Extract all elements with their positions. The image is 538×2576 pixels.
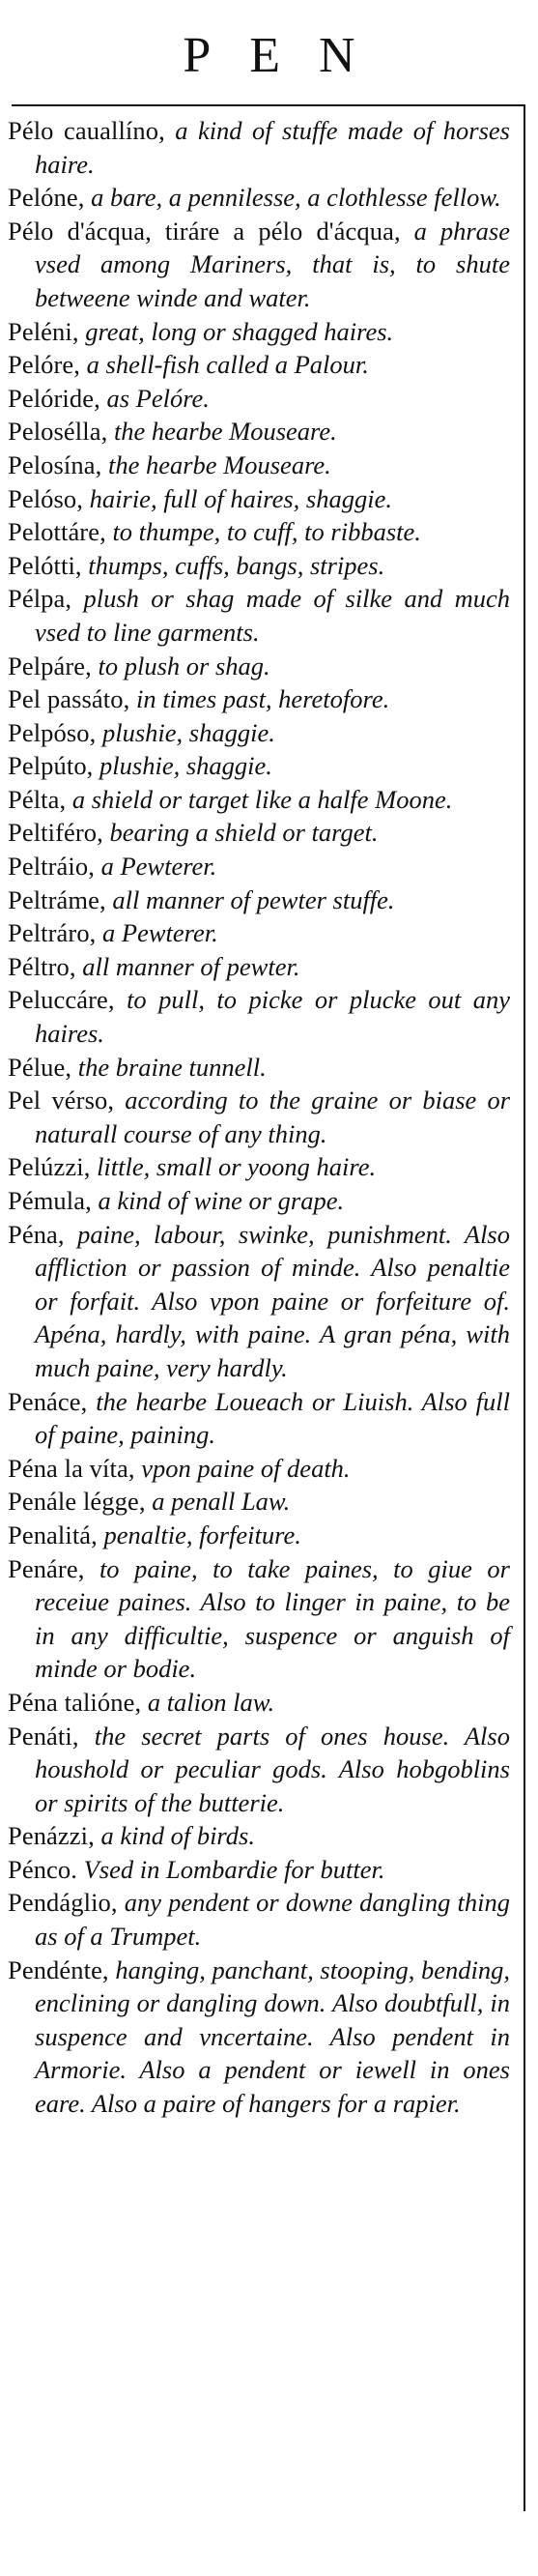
dictionary-entry [8, 1686, 510, 1720]
entry-headword: Penalitá, [8, 1520, 98, 1549]
header-rule [12, 104, 524, 106]
entry-definition: thumps, cuffs, bangs, stripes. [81, 550, 385, 580]
entry-definition: Vsed in Lombardie for butter. [77, 1854, 385, 1884]
entry-headword: Pelóne, [8, 183, 85, 213]
page-header [0, 0, 538, 101]
entry-definition: all manner of pewter stuffe. [105, 884, 395, 914]
entry-headword: Peltráro, [8, 918, 97, 948]
entry-definition: the secret parts of ones house. Also houshold or peculiar gods. Also hobgoblins or spirits of the butterie. [35, 1721, 510, 1817]
entry-headword: Pelóre, [8, 350, 81, 380]
entry-headword: Pélo d'ácqua, tiráre a pélo d'ácqua, [8, 216, 401, 246]
dictionary-entry [8, 1819, 510, 1853]
column-rule [524, 104, 525, 2511]
entry-headword: Pelóride, [8, 383, 100, 413]
dictionary-entry [8, 682, 510, 716]
entry-headword: Penáti, [8, 1721, 79, 1751]
dictionary-entry [8, 181, 510, 215]
entry-headword: Peltiféro, [8, 818, 103, 848]
entry-definition: as Pelóre. [99, 383, 210, 413]
entry-headword: Peltráio, [8, 852, 95, 882]
entry-definition: a shell-fish called a Palour. [80, 350, 369, 380]
dictionary-entry [8, 1218, 510, 1385]
entry-definition: plushie, shaggie. [93, 751, 272, 781]
entry-headword: Péltro, [8, 951, 76, 981]
dictionary-entry [8, 382, 510, 416]
dictionary-entry [8, 1886, 510, 1953]
dictionary-entry [8, 783, 510, 817]
entry-headword: Pelpóso, [8, 717, 97, 747]
entry-definition: the hearbe Mouseare. [101, 449, 331, 479]
dictionary-entry [8, 1385, 510, 1452]
dictionary-entry [8, 850, 510, 883]
entry-headword: Pelottáre, [8, 517, 106, 547]
entry-definition: paine, labour, swinke, punishment. Also affliction or passion of minde. Also penaltie or forfait. Also vpon paine or forfeiture of. Apéna, hardly, with paine. A gran péna, with much paine, very hardly. [35, 1219, 510, 1382]
dictionary-entry [8, 1853, 510, 1887]
dictionary-entry [8, 716, 510, 750]
entry-definition: a kind of stuffe made of horses haire. [35, 116, 510, 179]
entry-headword: Pémula, [8, 1186, 92, 1215]
entry-definition: penaltie, forfeiture. [97, 1520, 301, 1549]
entry-definition: a Pewterer. [94, 852, 217, 882]
entry-headword: Pélo cauallíno, [8, 116, 165, 145]
entry-definition: bearing a shield or target. [102, 818, 379, 848]
entry-headword: Pelpáre, [8, 651, 92, 680]
entry-definition: a phrase vsed among Mariners, that is, to shute betweene winde and water. [35, 216, 510, 312]
dictionary-entry [8, 449, 510, 482]
entry-headword: Péna, [8, 1219, 65, 1249]
dictionary-entry [8, 1184, 510, 1218]
entry-headword: Pelosélla, [8, 417, 108, 447]
entry-definition: the braine tunnell. [71, 1052, 267, 1082]
dictionary-entry [8, 582, 510, 649]
entry-definition: great, long or shagged haires. [78, 316, 394, 346]
entry-definition: to paine, to take paines, to giue or receiue paines. Also to linger in paine, to be in any difficultie, suspence or anguish of minde or bodie. [35, 1553, 510, 1684]
dictionary-entry [8, 983, 510, 1050]
entry-definition: little, small or yoong haire. [90, 1152, 377, 1182]
entry-headword: Pélue, [8, 1052, 72, 1082]
entry-headword: Pélpa, [8, 584, 72, 614]
entry-headword: Pénco. [8, 1854, 77, 1884]
dictionary-entry [8, 1552, 510, 1686]
dictionary-entry [8, 482, 510, 516]
dictionary-entry [8, 816, 510, 850]
dictionary-entry [8, 749, 510, 783]
entry-headword: Pel passáto, [8, 684, 130, 714]
dictionary-entry [8, 215, 510, 315]
entry-definition: vpon paine of death. [134, 1453, 351, 1483]
entry-definition: any pendent or downe dangling thing as of a Trumpet. [35, 1888, 510, 1952]
entry-headword: Pelótti, [8, 550, 82, 580]
entry-definition: according to the graine or biase or naturall course of any thing. [35, 1085, 511, 1148]
entry-headword: Penále légge, [8, 1487, 146, 1517]
dictionary-entry [8, 1485, 510, 1519]
dictionary-entry [8, 916, 510, 950]
dictionary-entry [8, 1519, 510, 1552]
entry-definition: hairie, full of haires, shaggie. [83, 483, 392, 513]
entry-headword: Penáce, [8, 1386, 88, 1416]
entry-definition: in times past, heretofore. [129, 684, 390, 714]
entry-definition: a bare, a pennilesse, a clothlesse fellow. [84, 183, 501, 213]
dictionary-entry [8, 348, 510, 382]
entry-definition: a talion law. [141, 1687, 275, 1717]
dictionary-entry [8, 315, 510, 349]
dictionary-entry [8, 1150, 510, 1184]
entry-definition: the hearbe Loueach or Liuish. Also full of paine, paining. [35, 1386, 510, 1450]
dictionary-entry [8, 415, 510, 449]
entry-definition: a shield or target like a halfe Moone. [66, 784, 453, 814]
dictionary-entry [8, 114, 510, 181]
entry-headword: Peléni, [8, 316, 79, 346]
entry-headword: Pelosína, [8, 449, 102, 479]
entry-headword: Pendáglio, [8, 1888, 118, 1918]
entry-definition: hanging, panchant, stooping, bending, enclining or dangling down. Also doubtfull, in suspence and vncertaine. Also pendent in Armorie. Also a pendent or iewell in ones eare. Also a paire of hangers for a rapier. [35, 1954, 510, 2119]
dictionary-entry [8, 1051, 510, 1085]
dictionary-entry [8, 515, 510, 549]
entry-headword: Péna talióne, [8, 1687, 142, 1717]
entry-definition: to plush or shag. [91, 651, 270, 680]
dictionary-entry [8, 1954, 510, 2121]
entry-headword: Pel vérso, [8, 1085, 115, 1115]
dictionary-entry [8, 1084, 510, 1150]
dictionary-entry [8, 650, 510, 683]
entry-definition: the hearbe Mouseare. [107, 417, 337, 447]
entry-definition: a penall Law. [145, 1487, 291, 1517]
entry-definition: a kind of birds. [94, 1821, 255, 1851]
entry-headword: Pélta, [8, 784, 67, 814]
dictionary-column [8, 114, 510, 2121]
dictionary-entry [8, 883, 510, 917]
running-head: PEN [183, 28, 394, 83]
entry-definition: to pull, to picke or plucke out any haires. [35, 985, 510, 1049]
entry-definition: all manner of pewter. [75, 951, 300, 981]
entry-headword: Péna la víta, [8, 1453, 135, 1483]
entry-headword: Pelpúto, [8, 751, 94, 781]
dictionary-entry [8, 549, 510, 583]
entry-definition: plushie, shaggie. [96, 717, 275, 747]
entry-headword: Pelúzzi, [8, 1152, 91, 1182]
entry-headword: Peluccáre, [8, 985, 115, 1015]
entry-headword: Penázzi, [8, 1821, 95, 1851]
dictionary-entry [8, 1452, 510, 1486]
entry-definition: to thumpe, to cuff, to ribbaste. [105, 517, 421, 547]
entry-headword: Penáre, [8, 1553, 85, 1583]
entry-definition: plush or shag made of silke and much vsed to line garments. [35, 584, 510, 647]
entry-definition: a kind of wine or grape. [91, 1186, 345, 1215]
entry-definition: a Pewterer. [96, 918, 218, 948]
entry-headword: Pendénte, [8, 1954, 109, 1984]
entry-headword: Peltráme, [8, 884, 106, 914]
entry-headword: Pelóso, [8, 483, 84, 513]
dictionary-entry [8, 950, 510, 984]
dictionary-entry [8, 1720, 510, 1820]
